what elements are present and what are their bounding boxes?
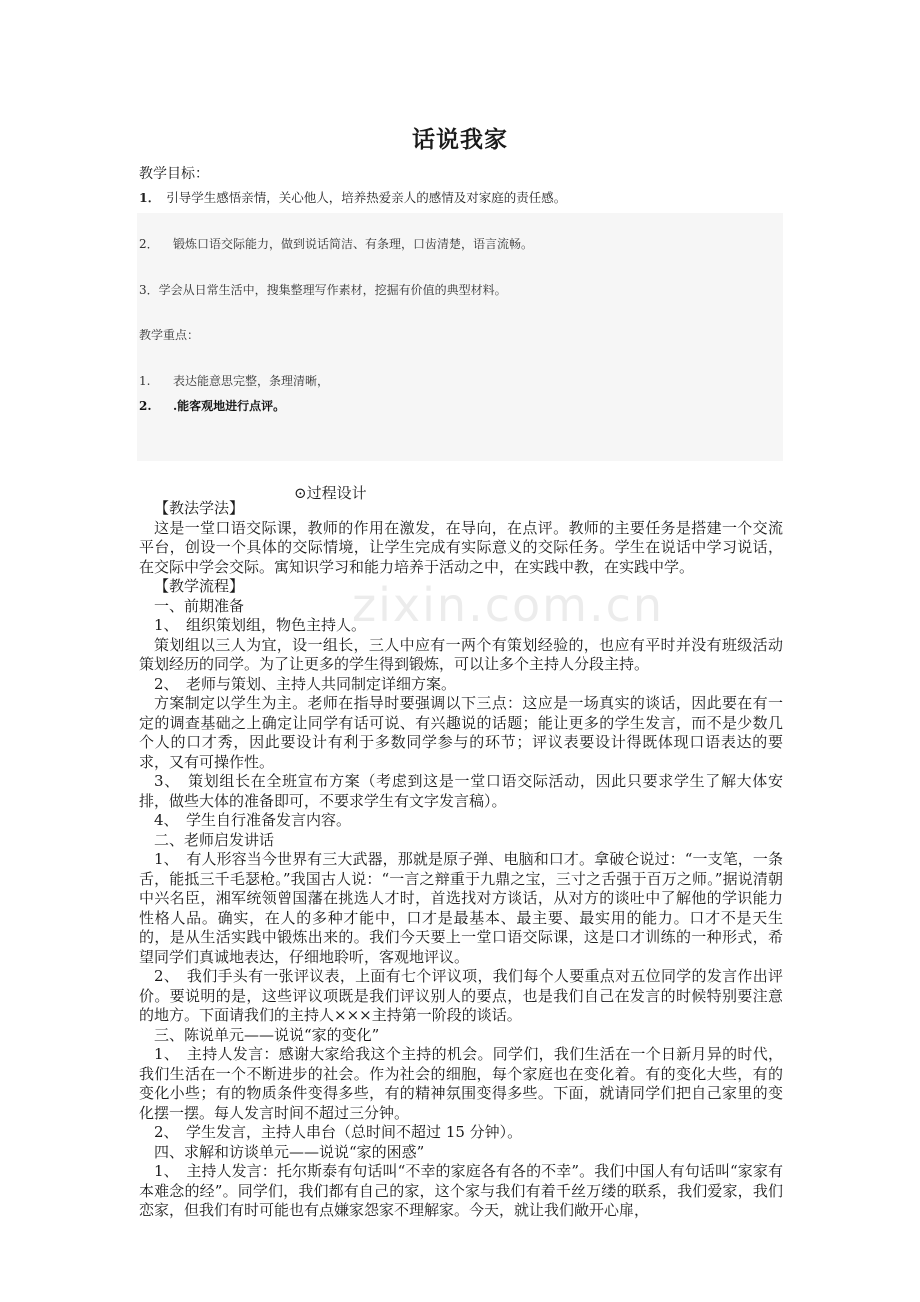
objective-number: 1． [139,190,161,205]
list-item: 1、 组织策划组，物色主持人。 [154,616,367,634]
key-points-label: 教学重点： [139,328,200,342]
list-item: 2、 我们手头有一张评议表，上面有七个评议项，我们每个人要重点对五位同学的发言作出评价。要说明的是，这些评议项既是我们评议别人的要点，也是我们自己在发言的时候特别要注意的地方。下面请我们的主持人×××主持第一阶段的谈话。 [139,967,783,1024]
process-title: ⊙过程设计 [294,484,367,502]
paragraph: 策划组以三人为宜，设一组长，三人中应有一两个有策划经验的，也应有平时并没有班级活动策划经历的同学。为了让更多的学生得到锻炼，可以让多个主持人分段主持。 [139,635,783,673]
list-item: 2、 学生发言，主持人串台（总时间不超过 15 分钟）。 [154,1123,523,1141]
objectives-label: 教学目标： [139,166,209,182]
objective-item [139,281,507,298]
objective-text: 锻炼口语交际能力，做到说话简洁、有条理，口齿清楚，语言流畅。 [173,237,534,251]
watermark: zixin.com.cn [352,578,665,632]
key-point-text: .能客观地进行点评。 [173,399,286,413]
objective-number: 2． [139,237,159,251]
list-item: 2、 老师与策划、主持人共同制定详细方案。 [154,674,457,693]
key-point-item [139,372,329,389]
objective-text: 引导学生感悟亲情，关心他人，培养热爱亲人的感情及对家庭的责任感。 [166,190,567,205]
list-item: 4、 学生自行准备发言内容。 [154,811,352,829]
section-heading: 一、前期准备 [154,596,245,615]
body-text [139,499,783,1221]
section-heading: 二、老师启发讲话 [154,830,275,849]
objective-item [139,235,533,252]
key-point-text: 表达能意思完整，条理清晰， [173,374,330,388]
key-point-item [139,397,285,414]
section-heading: 三、陈说单元——说说“家的变化” [154,1025,380,1044]
section-heading: 【教法学法】 [154,499,245,517]
key-point-number: 2. [139,399,152,413]
list-item: 3、 策划组长在全班宣布方案（考虑到这是一堂口语交际活动，因此只要求学生了解大体安排，做些大体的准备即可，不要求学生有文字发言稿）。 [139,772,783,810]
objective-text: 学会从日常生活中，搜集整理写作素材，挖掘有价值的典型材料。 [158,283,507,297]
list-item: 1、 有人形容当今世界有三大武器，那就是原子弹、电脑和口才。拿破仑说过：“一支笔，一条舌，能抵三千毛瑟枪。”我国古人说：“一言之辩重于九鼎之宝，三寸之舌强于百万之师。”据说清朝中兴名臣，湘军统领曾国藩在挑选人才时，首选找对方谈话，从对方的谈吐中了解他的学识能力性格人品。确实，在人的多种才能中，口才是最基本、最主要、最实用的能力。口才不是天生的，是从生活实践中锻炼出来的。我们今天要上一堂口语交际课，这是口才训练的一种形式，希望同学们真诚地表达，仔细地聆听，客观地评议。 [139,850,783,966]
objective-item [139,188,566,206]
list-item: 1、 主持人发言：托尔斯泰有句话叫“不幸的家庭各有各的不幸”。我们中国人有句话叫“家家有本难念的经”。同学们，我们都有自己的家，这个家与我们有着千丝万缕的联系，我们爱家，我们恋家，但我们有时可能也有点嫌家怨家不理解家。今天，就让我们敞开心扉， [139,1162,783,1219]
page-title: 话说我家 [412,126,508,153]
section-heading: 【教学流程】 [154,577,245,595]
objective-number: 3． [139,283,159,297]
paragraph: 这是一堂口语交际课，教师的作用在激发，在导向，在点评。教师的主要任务是搭建一个交流平台，创设一个具体的交际情境，让学生完成有实际意义的交际任务。学生在说话中学习说话，在交际中学会交际。寓知识学习和能力培养于活动之中，在实践中教，在实践中学。 [139,518,783,576]
paragraph: 方案制定以学生为主。老师在指导时要强调以下三点：这应是一场真实的谈话，因此要在有一定的调查基础之上确定让同学有话可说、有兴趣说的话题；能让更多的学生发言，而不是少数几个人的口才秀，因此要设计有利于多数同学参与的环节；评议表要设计得既体现口语表达的要求，又有可操作性。 [139,694,783,771]
section-heading: 四、求解和访谈单元——说说“家的困惑” [154,1142,425,1161]
key-point-number: 1. [139,374,151,388]
list-item: 1、 主持人发言：感谢大家给我这个主持的机会。同学们，我们生活在一个日新月异的时代，我们生活在一个不断进步的社会。作为社会的细胞，每个家庭也在变化着。有的变化大些，有的变化小些；有的物质条件变得多些，有的精神氛围变得多些。下面，就请同学们把自己家里的变化摆一摆。每人发言时间不超过三分钟。 [139,1045,783,1122]
